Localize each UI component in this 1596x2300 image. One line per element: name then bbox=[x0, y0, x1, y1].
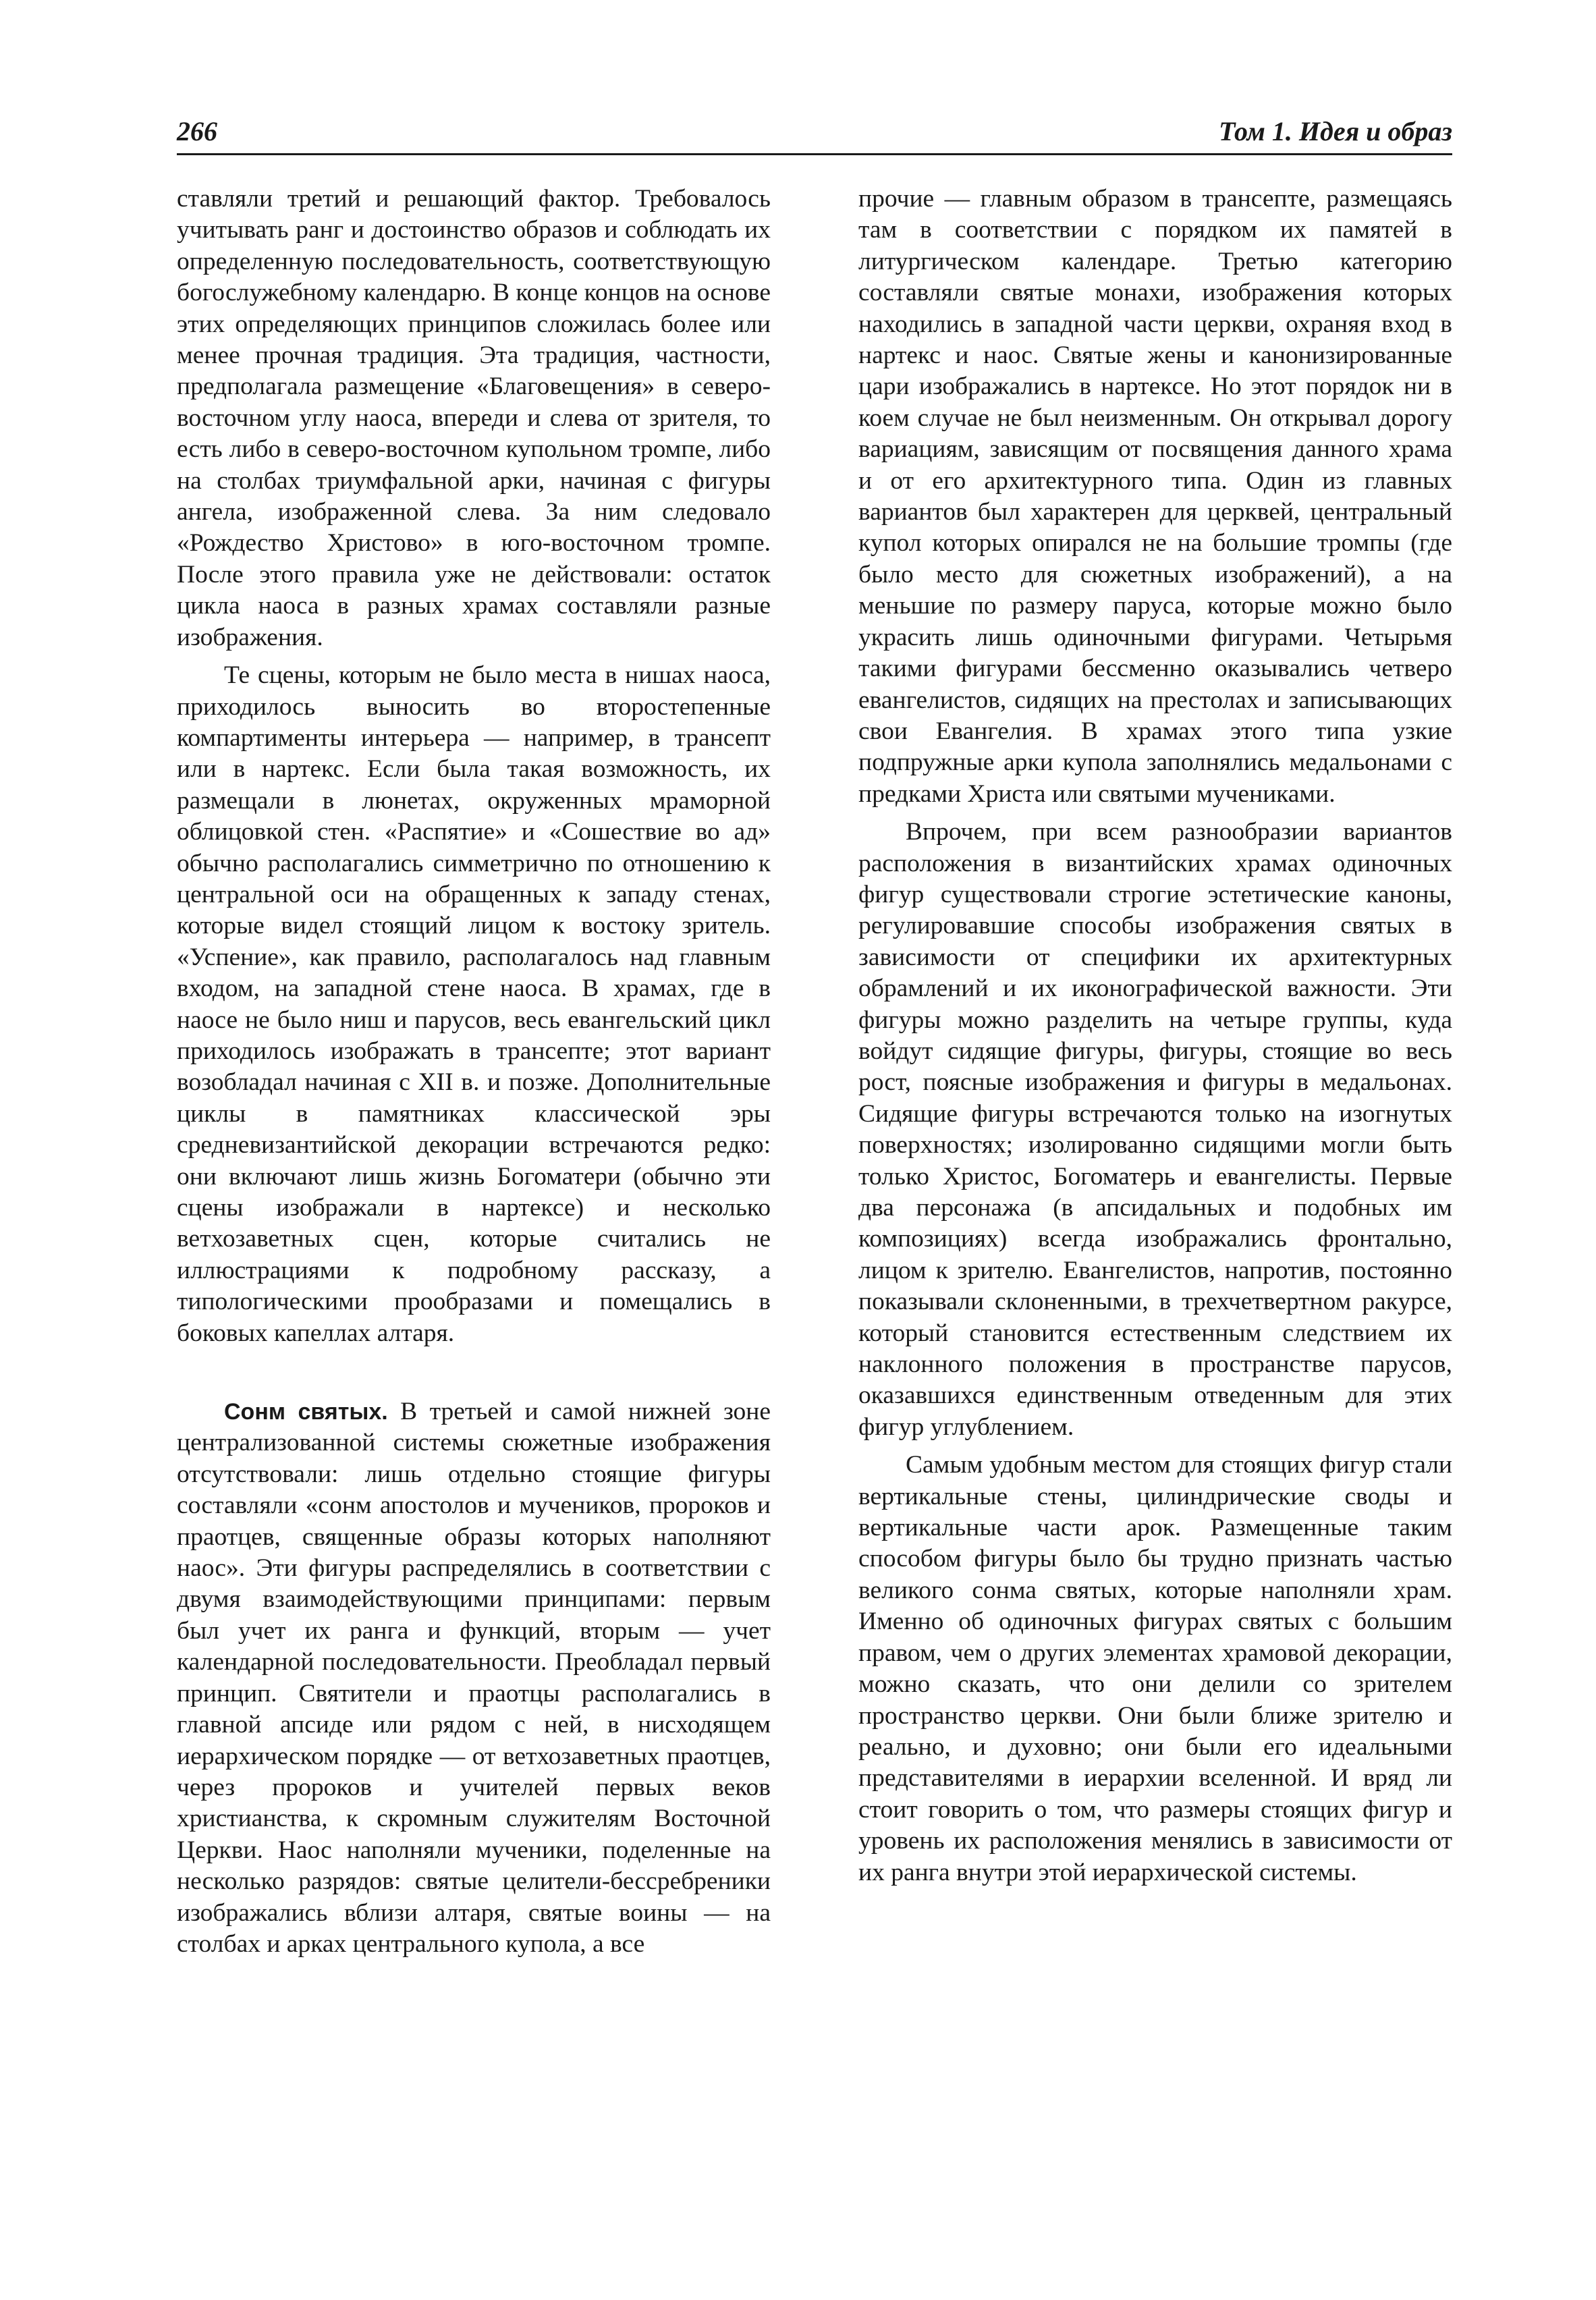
section-heading: Сонм святых. bbox=[224, 1399, 388, 1425]
right-column bbox=[858, 184, 1452, 1888]
right-paragraph-1: прочие — главным образом в трансепте, размещаясь там в соответствии с порядком их памятей в литургическом календаре. Третью категорию составляли святые монахи, изображения которых находились в западной части церкви, охраняя вход в нартекс и наос. Святые жены и канонизированные цари изображались в нартексе. Но этот порядок ни в коем случае не был неизменным. Он открывал дорогу вариациям, зависящим от посвящения данного храма и от его архитектурного типа. Один из главных вариантов был характерен для церквей, центральный купол которых опирался не на большие тромпы (где было место для сюжетных изображений), а на меньшие по размеру паруса, которые можно было украсить лишь одиночными фигурами. Четырьмя такими фигурами бессменно оказывались четверо евангелистов, сидящих на престолах и записывающих свои Евангелия. В храмах этого типа узкие подпружные арки купола заполнялись медальонами с предками Христа или святыми мучениками. bbox=[858, 185, 1452, 808]
running-head: Том 1. Идея и образ bbox=[1219, 116, 1452, 146]
right-paragraph-3: Самым удобным местом для стоящих фигур стали вертикальные стены, цилиндрические своды и вертикальные части арок. Размещенные таким способом фигуры было бы трудно признать частью великого сонма святых, которые наполняли храм. Именно об одиночных фигурах святых с большим правом, чем о других элементах храмовой декорации, можно сказать, что они делили со зрителем пространство церкви. Они были ближе зрителю и реально, и духовно; они были его идеальными представителями в иерархии вселенной. И вряд ли стоит говорить о том, что размеры стоящих фигур и уровень их расположения менялись в зависимости от их ранга внутри этой иерархической системы. bbox=[858, 1451, 1452, 1886]
left-paragraph-3-text: В третьей и самой нижней зоне централизованной системы сюжетные изображения отсутствовали: лишь отдельно стоящие фигуры составляли «сонм апостолов и мучеников, пророков и праотцев, священные образы которых наполняют наос». Эти фигуры распределялись в соответствии с двумя взаимодействующими принципами: первым был учет их ранга и функций, вторым — учет календарной последовательности. Преобладал первый принцип. Святители и праотцы располагались в главной апсиде или рядом с ней, в нисходящем иерархическом порядке — от ветхозаветных праотцев, через пророков и учителей первых веков христианства, к скромным служителям Восточной Церкви. Наос наполняли мученики, поделенные на несколько разрядов: святые целители-бессребреники изображались вблизи алтаря, святые воины — на столбах и арках центрального купола, а все bbox=[177, 1398, 771, 1958]
page-header bbox=[177, 111, 1452, 155]
left-paragraph-1: ставляли третий и решающий фактор. Требовалось учитывать ранг и достоинство образов и соблюдать их определенную последовательность, соответствующую богослужебному календарю. В конце концов на основе этих определяющих принципов сложилась более или менее прочная традиция. Эта традиция, частности, предполагала размещение «Благовещения» в северо-восточном углу наоса, впереди и слева от зрителя, то есть либо в северо-восточном купольном тромпе, либо на столбах триумфальной арки, начиная с фигуры ангела, изображенной слева. За ним следовало «Рождество Христово» в юго-восточном тромпе. После этого правила уже не действовали: остаток цикла наоса в разных храмах составляли разные изображения. bbox=[177, 185, 771, 651]
left-paragraph-3 bbox=[177, 1396, 771, 1960]
left-column bbox=[177, 184, 771, 1960]
page-number: 266 bbox=[177, 116, 217, 146]
left-paragraph-2: Те сцены, которым не было места в нишах наоса, приходилось выносить во второстепенные компартименты интерьера — например, в трансепт или в нартекс. Если была такая возможность, их размещали в люнетах, окруженных мраморной облицовкой стен. «Распятие» и «Сошествие во ад» обычно располагались симметрично по отношению к центральной оси на обращенных к западу стенах, которые видел стоящий лицом к востоку зритель. «Успение», как правило, располагалось над главным входом, на западной стене наоса. В храмах, где в наосе не было ниш и парусов, весь евангельский цикл приходилось изображать в трансепте; этот вариант возобладал начиная с XII в. и позже. Дополнительные циклы в памятниках классической эры средневизантийской декорации встречаются редко: они включают лишь жизнь Богоматери (обычно эти сцены изображали в нартексе) и несколько ветхозаветных сцен, которые считались не иллюстрациями к подробному рассказу, а типологическими прообразами и помещались в боковых капеллах алтаря. bbox=[177, 661, 771, 1347]
right-paragraph-2: Впрочем, при всем разнообразии вариантов расположения в византийских храмах одиночных фигур существовали строгие эстетические каноны, регулировавшие способы изображения святых в зависимости от специфики их архитектурных обрамлений и их иконографической важности. Эти фигуры можно разделить на четыре группы, куда войдут сидящие фигуры, фигуры, стоящие во весь рост, поясные изображения и фигуры в медальонах. Сидящие фигуры встречаются только на изогнутых поверхностях; изолированно сидящими могли быть только Христос, Богоматерь и евангелисты. Первые два персонажа (в апсидальных и подобных им композициях) всегда изображались фронтально, лицом к зрителю. Евангелистов, напротив, постоянно показывали склоненными, в трехчетвертном ракурсе, который становится естественным следствием их наклонного положения в пространстве парусов, оказавшихся единственным отведенным для этих фигур углублением. bbox=[858, 818, 1452, 1441]
